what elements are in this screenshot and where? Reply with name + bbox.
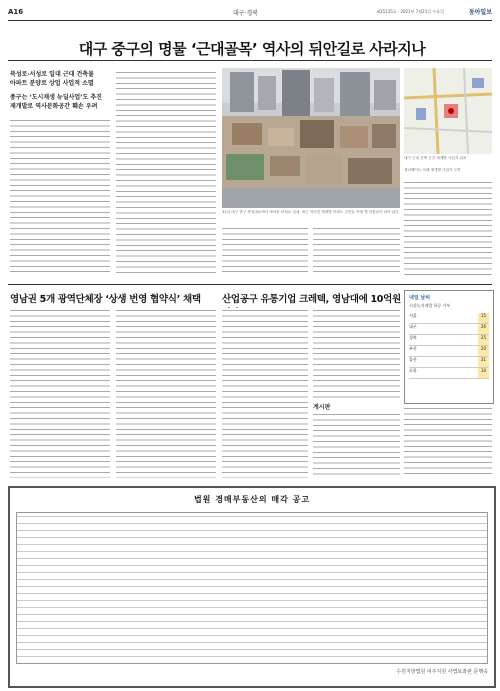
- map-caption: 대구 근대 건축 공간 재개발 사업지 위치: [404, 156, 467, 160]
- subhead-4: 재개발로 역사문화공간 훼손 우려: [10, 103, 98, 110]
- weather-row: 부산 20: [409, 346, 489, 357]
- main-headline: 대구 중구의 명물 ‘근대골목’ 역사의 뒤안길로 사라지나: [78, 40, 426, 58]
- weather-table: [409, 313, 489, 379]
- body-text-col-3: [222, 226, 308, 276]
- section-rule: [8, 284, 492, 285]
- sidebar-body: [404, 406, 492, 478]
- location-map: [404, 68, 492, 154]
- weather-box: [404, 290, 494, 404]
- aerial-photo-illustration: [222, 68, 400, 208]
- body-text-col-5: [404, 180, 492, 276]
- story-3-col-2: [313, 308, 400, 398]
- story-2-headline: 영남권 5개 광역단체장 ‘상생 번영 협약식’ 채택: [10, 294, 201, 305]
- subhead-1: 북성로·서성로 일대 근대 건축물: [10, 71, 94, 78]
- story-2-col-2: [116, 308, 216, 478]
- subhead-3: 종구는 ‘도시재생 뉴딜사업’도 추진: [10, 94, 102, 101]
- weather-title: 내일 날씨: [409, 295, 431, 301]
- weather-subtitle: 시설녹지개발 하루 기부: [409, 303, 451, 308]
- story-2-col-1: [10, 308, 110, 478]
- right-caption: 엘리베이트 아래 재개발 사업지 도면: [404, 168, 461, 172]
- body-text-col-2: [116, 70, 216, 276]
- page-number: A16: [8, 8, 24, 16]
- notice-board-title: 게시판: [313, 404, 331, 411]
- issue-meta: 제35135호 · 2021년 7월21일 수요일: [376, 9, 444, 14]
- headline-rule: [8, 60, 492, 61]
- weather-row: 울산 31: [409, 357, 489, 368]
- story-3-col-1: [222, 308, 308, 478]
- auction-ad: [8, 486, 496, 688]
- page-header: [8, 6, 492, 21]
- auction-footer: 수원지방법원 여주지원 사법보좌관 문행숙: [396, 669, 488, 675]
- notice-board-body: [313, 412, 400, 478]
- body-text-col-4: [313, 226, 400, 276]
- weather-row: 서울 15: [409, 313, 489, 324]
- main-photo: [222, 68, 400, 208]
- body-text-col-1: [10, 118, 110, 276]
- weather-row: 경북 25: [409, 335, 489, 346]
- newspaper-logo: 동아일보: [468, 9, 492, 16]
- photo-caption: 31일 대구 중구 중앙대로에서 바라본 북성로 일대. 최근 지어진 재개발 아파트 주민들 속에 옛 건물들이 남아 있다.: [222, 210, 400, 214]
- subhead-2: 아파트 분양로 상업 사업적 소멸: [10, 80, 94, 87]
- weather-row: 대구 26: [409, 324, 489, 335]
- auction-table: [16, 512, 488, 664]
- auction-ad-title: 법원 경매부동산의 매각 공고: [193, 495, 311, 504]
- section-label: 대구·경북: [233, 10, 259, 17]
- story-3-headline: 산업공구 유통기업 크레텍, 영남대에 10억원: [222, 294, 401, 305]
- weather-row: 포항 10: [409, 368, 489, 379]
